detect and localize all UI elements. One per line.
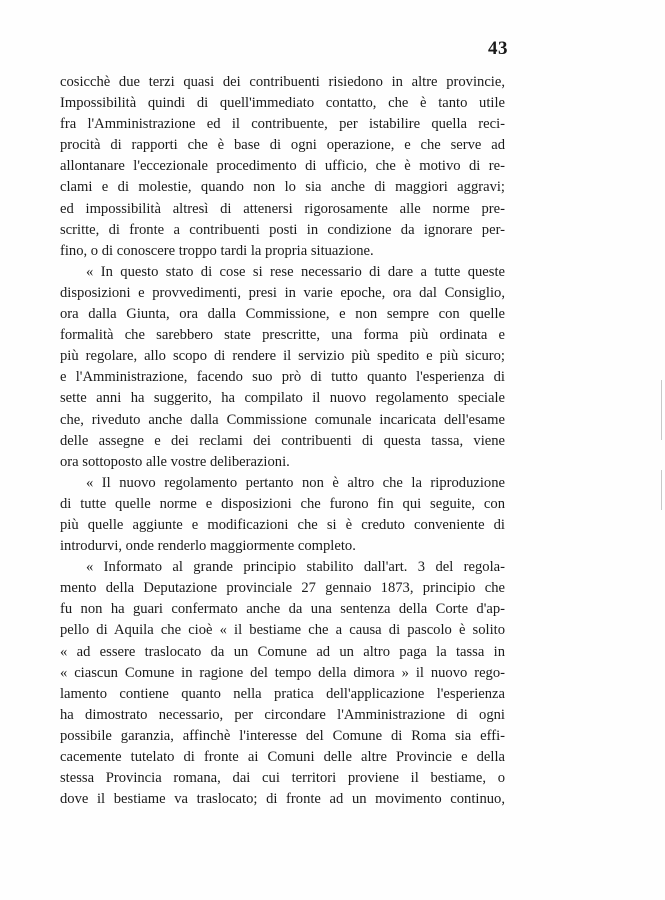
- text-line: « ad essere traslocato da un Comune ad un altro paga la tassa in: [60, 643, 505, 660]
- text-line: sette anni ha suggerito, ha compilato il nuovo regolamento speciale: [60, 390, 505, 407]
- text-line: procità di rapporti che è base di ogni operazione, e che serve ad: [60, 137, 505, 154]
- page-number: 43: [488, 38, 508, 59]
- text-line: scritte, di fronte a contribuenti posti in condizione da ignorare per-: [60, 221, 505, 238]
- text-line: cacemente tutelato di fronte ai Comuni delle altre Provincie e della: [60, 749, 505, 765]
- text-line: che, riveduto anche dalla Commissione comunale incaricata dell'esame: [60, 411, 505, 428]
- text-line: formalità che sarebbero state prescritte, una forma più ordinata e: [60, 327, 505, 344]
- text-line: possibile garanzia, affinchè l'interesse del Comune di Roma sia effi-: [60, 727, 505, 744]
- scan-artifact: [661, 380, 662, 440]
- text-line: « In questo stato di cose si rese necessario di dare a tutte queste: [86, 263, 505, 280]
- text-line: Impossibilità quindi di quell'immediato contatto, che è tanto utile: [60, 95, 505, 112]
- text-line: fu non ha guari confermato anche da una sentenza della Corte d'ap-: [60, 601, 505, 618]
- paragraph: [60, 473, 505, 557]
- text-line: mento della Deputazione provinciale 27 gennaio 1873, principio che: [60, 580, 505, 597]
- paragraph: [60, 557, 505, 810]
- text-line: ora dalla Giunta, ora dalla Commissione, e non sempre con quelle: [60, 306, 505, 323]
- paragraph: [60, 262, 505, 473]
- text-line: pello di Aquila che cioè « il bestiame che a causa di pascolo è solito: [60, 622, 505, 639]
- body-text: [60, 72, 505, 810]
- text-line: più quelle aggiunte e modificazioni che si è creduto conveniente di: [60, 516, 505, 533]
- text-line: ora sottoposto alle vostre deliberazioni.: [60, 453, 290, 470]
- text-line: « Il nuovo regolamento pertanto non è altro che la riproduzione: [86, 474, 505, 491]
- text-line: « ciascun Comune in ragione del tempo della dimora » il nuovo rego-: [60, 664, 505, 681]
- text-line: ed impossibilità altresì di attenersi rigorosamente alle norme pre-: [60, 200, 505, 217]
- text-line: allontanare l'eccezionale procedimento di ufficio, che è motivo di re-: [60, 158, 505, 175]
- text-line: lamento contiene quanto nella pratica dell'applicazione l'esperienza: [60, 685, 505, 702]
- text-line: fra l'Amministrazione ed il contribuente, per istabilire quella reci-: [60, 116, 505, 133]
- text-line: di tutte quelle norme e disposizioni che furono fin qui seguite, con: [60, 495, 505, 512]
- text-line: « Informato al grande principio stabilito dall'art. 3 del regola-: [86, 559, 505, 576]
- text-line: fino, o di conoscere troppo tardi la propria situazione.: [60, 242, 374, 259]
- text-line: cosicchè due terzi quasi dei contribuenti risiedono in altre provincie,: [60, 74, 505, 90]
- text-line: stessa Provincia romana, dai cui territori proviene il bestiame, o: [60, 770, 505, 787]
- text-line: e l'Amministrazione, facendo suo prò di tutto quanto l'esperienza di: [60, 369, 505, 386]
- text-line: clami e di molestie, quando non lo sia anche di maggiori aggravi;: [60, 179, 505, 196]
- paragraph: [60, 72, 505, 262]
- text-line: ha dimostrato necessario, per circondare l'Amministrazione di ogni: [60, 706, 505, 723]
- text-line: disposizioni e provvedimenti, presi in varie epoche, ora dal Consiglio,: [60, 284, 505, 301]
- text-line: dove il bestiame va traslocato; di fronte ad un movimento continuo,: [60, 791, 505, 808]
- text-line: più regolare, allo scopo di rendere il servizio più spedito e più sicuro;: [60, 348, 505, 365]
- text-line: delle assegne e dei reclami dei contribuenti di questa tassa, viene: [60, 432, 505, 449]
- text-line: introdurvi, onde renderlo maggiormente completo.: [60, 538, 356, 555]
- scan-artifact: [661, 470, 662, 510]
